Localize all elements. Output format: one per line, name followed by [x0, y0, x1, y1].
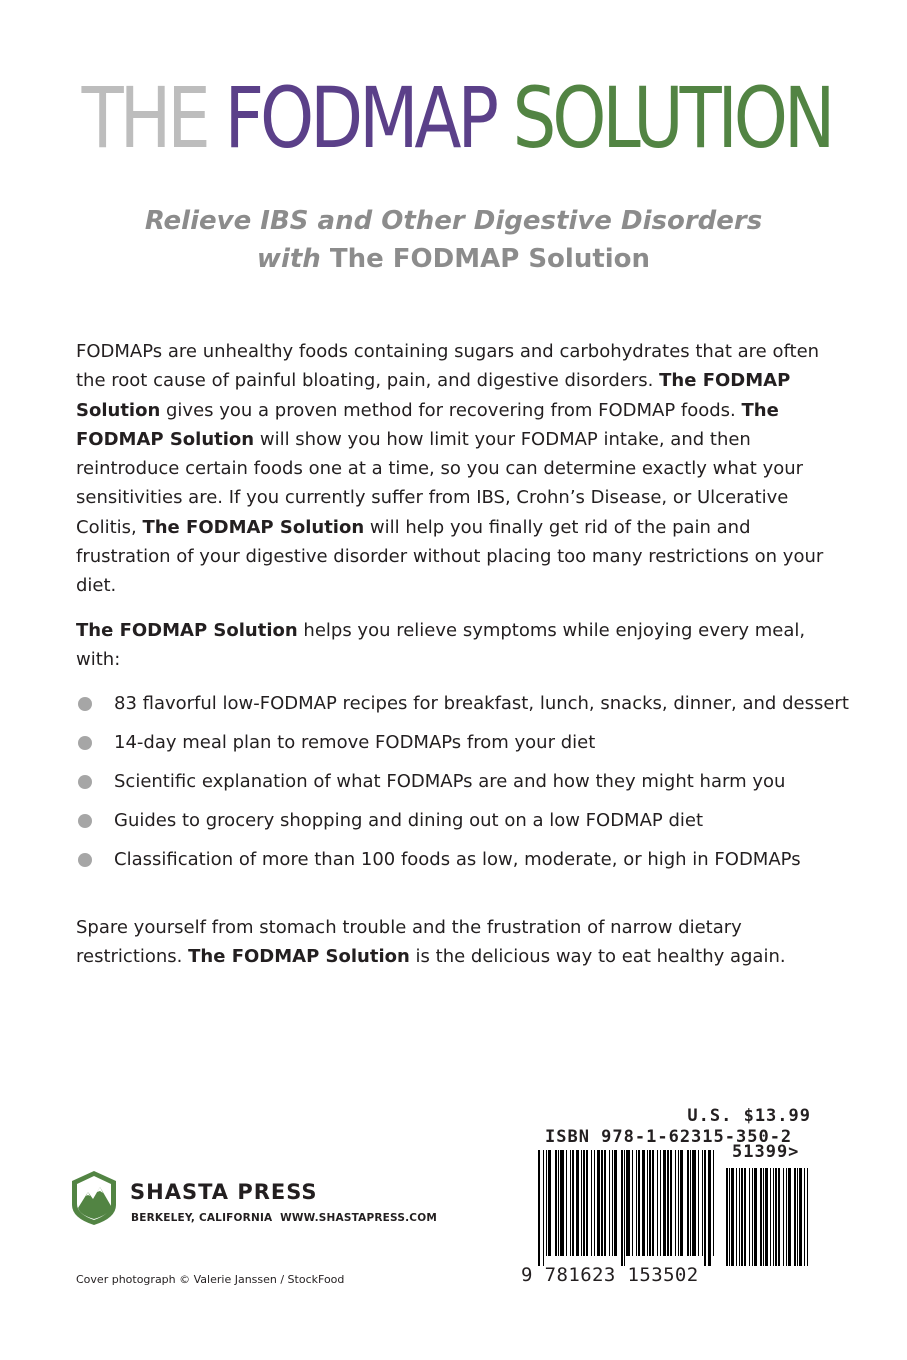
title-word-the: THE — [81, 69, 225, 167]
barcode-bar — [624, 1150, 625, 1266]
title-word-solution: SOLUTION — [512, 69, 832, 167]
barcode-bar — [744, 1168, 746, 1266]
photo-credit: Cover photograph © Valerie Janssen / StockFood — [76, 1273, 345, 1286]
barcode-bar — [778, 1168, 780, 1266]
list-item-text: 14-day meal plan to remove FODMAPs from your diet — [114, 732, 596, 753]
barcode-bar — [636, 1150, 637, 1256]
list-item — [76, 845, 856, 874]
barcode-bar — [667, 1150, 669, 1256]
barcode-bar — [572, 1150, 574, 1256]
barcode-bar — [692, 1150, 696, 1256]
subtitle-line-2 — [0, 240, 907, 278]
text-run: Spare yourself from stomach trouble and the frustration of narrow dietary restrictions. — [76, 917, 742, 968]
barcode-bar — [752, 1168, 753, 1266]
barcode-bar — [788, 1168, 791, 1266]
description-paragraph-1 — [76, 337, 836, 601]
subtitle-book-name: The FODMAP Solution — [320, 244, 651, 274]
barcode-bar — [660, 1150, 661, 1256]
book-name-bold: The FODMAP Solution — [76, 399, 779, 450]
barcode-bar — [797, 1168, 798, 1266]
barcode-bar — [804, 1168, 805, 1266]
barcode-bar — [754, 1168, 757, 1266]
barcode-bar — [786, 1168, 787, 1266]
barcode-bar — [773, 1168, 774, 1266]
barcode-number: 9 781623 153502 — [521, 1264, 699, 1286]
barcode-bar — [543, 1150, 544, 1266]
list-item-text: 83 flavorful low-FODMAP recipes for breakfast, lunch, snacks, dinner, and dessert — [114, 693, 849, 714]
bullet-dot-icon — [78, 814, 92, 828]
publisher-info — [131, 1212, 437, 1224]
barcode-bar — [632, 1150, 633, 1256]
description-paragraph-2 — [76, 616, 836, 675]
description-paragraph-3 — [76, 913, 836, 972]
barcode-bar — [609, 1150, 610, 1256]
barcode-bar — [586, 1150, 588, 1256]
barcode-bar — [538, 1150, 540, 1266]
book-name-bold: The FODMAP Solution — [142, 516, 365, 538]
barcode-icon — [538, 1150, 714, 1266]
barcode-bar — [770, 1168, 771, 1266]
barcode-bar — [704, 1150, 706, 1266]
barcode-bar — [726, 1168, 728, 1266]
price-label: U.S. $13.99 — [687, 1106, 811, 1126]
barcode-bar — [642, 1150, 645, 1256]
bullet-dot-icon — [78, 775, 92, 789]
subtitle-line-1: Relieve IBS and Other Digestive Disorders — [144, 206, 763, 236]
barcode-bar — [591, 1150, 592, 1256]
list-item-text: Guides to grocery shopping and dining out on a low FODMAP diet — [114, 810, 704, 831]
barcode-bar — [647, 1150, 648, 1256]
barcode-bar — [649, 1150, 651, 1256]
barcode-bar — [708, 1150, 711, 1266]
barcode-bar — [652, 1150, 654, 1256]
barcode-bar — [594, 1150, 595, 1256]
addon-code: 51399> — [732, 1142, 800, 1162]
barcode-bar — [546, 1150, 547, 1256]
text-run: FODMAPs are unhealthy foods containing sugars and carbohydrates that are often the root cause of painful bloating, pain, and digestive disorders. — [76, 341, 820, 392]
barcode-bar — [657, 1150, 658, 1256]
barcode-bar — [698, 1150, 699, 1256]
barcode-bar — [601, 1150, 603, 1256]
book-name-bold: The FODMAP Solution — [76, 620, 298, 641]
barcode-bar — [760, 1168, 762, 1266]
publisher-name: SHASTA PRESS — [130, 1180, 318, 1204]
bullet-dot-icon — [78, 853, 92, 867]
barcode-bar — [663, 1150, 666, 1256]
barcode-bar — [765, 1168, 768, 1266]
text-run: gives you a proven method for recovering from FODMAP foods. — [160, 399, 742, 421]
barcode-bar — [638, 1150, 640, 1256]
mountain-shield-icon — [70, 1170, 118, 1226]
barcode-bar — [741, 1168, 743, 1266]
barcode-bar — [558, 1150, 559, 1256]
barcode-bar — [687, 1150, 689, 1256]
publisher-location: BERKELEY, CALIFORNIA — [131, 1212, 273, 1224]
barcode-bar — [581, 1150, 582, 1256]
barcode-bar — [775, 1168, 777, 1266]
list-item — [76, 806, 856, 835]
barcode-bar — [670, 1150, 672, 1256]
list-item-text: Scientific explanation of what FODMAPs are and how they might harm you — [114, 771, 786, 792]
barcode-bar — [678, 1150, 679, 1256]
barcode-bar — [729, 1168, 730, 1266]
bullet-dot-icon — [78, 697, 92, 711]
list-item — [76, 689, 856, 718]
feature-list — [76, 689, 856, 884]
barcode-bar — [702, 1150, 703, 1256]
barcode-bar — [570, 1150, 571, 1256]
barcode-bar — [783, 1168, 784, 1266]
book-name-bold: The FODMAP Solution — [76, 370, 791, 421]
book-name-bold: The FODMAP Solution — [188, 946, 410, 968]
barcode-bar — [548, 1150, 551, 1256]
barcode-bar — [560, 1150, 564, 1256]
barcode-bar — [680, 1150, 683, 1256]
barcode-bar — [566, 1150, 567, 1256]
barcode-bar — [555, 1150, 557, 1256]
isbn-label: ISBN 978-1-62315-350-2 — [545, 1127, 793, 1147]
barcode-bar — [675, 1150, 676, 1256]
barcode-bar — [614, 1150, 617, 1256]
addon-barcode-icon — [726, 1168, 808, 1266]
barcode-bar — [749, 1168, 750, 1266]
barcode-bar — [583, 1150, 585, 1256]
barcode-bar — [597, 1150, 600, 1256]
barcode-bar — [736, 1168, 737, 1266]
bullet-dot-icon — [78, 736, 92, 750]
list-item-text: Classification of more than 100 foods as low, moderate, or high in FODMAPs — [114, 849, 801, 870]
text-run: will help you finally get rid of the pain and frustration of your digestive disorder without placing too many restrictions on your diet. — [76, 516, 824, 597]
subtitle-with: with — [256, 244, 321, 274]
barcode-bar — [799, 1168, 802, 1266]
barcode-bar — [731, 1168, 734, 1266]
barcode-bar — [576, 1150, 579, 1256]
text-run: is the delicious way to eat healthy again. — [409, 946, 786, 968]
publisher-website: WWW.SHASTAPRESS.COM — [280, 1212, 437, 1224]
barcode-bar — [604, 1150, 606, 1256]
list-item — [76, 767, 856, 796]
text-run: helps you relieve symptoms while enjoying every meal, with: — [76, 620, 806, 671]
list-item — [76, 728, 856, 757]
book-title — [81, 69, 832, 167]
barcode-bar — [621, 1150, 623, 1266]
title-word-fodmap: FODMAP — [224, 69, 513, 167]
barcode-bar — [612, 1150, 613, 1256]
barcode-bar — [713, 1150, 714, 1256]
barcode-bar — [763, 1168, 764, 1266]
book-subtitle — [0, 202, 907, 278]
barcode-bar — [690, 1150, 691, 1256]
barcode-bar — [739, 1168, 740, 1266]
barcode-bar — [794, 1168, 796, 1266]
text-run: will show you how limit your FODMAP intake, and then reintroduce certain foods one at a time, so you can determine exactly what your sensitivities are. If you currently suffer from IBS, Crohn’s Disease, or Ulcerative Colitis, — [76, 428, 804, 538]
barcode-bar — [807, 1168, 808, 1266]
barcode-bar — [626, 1150, 630, 1256]
